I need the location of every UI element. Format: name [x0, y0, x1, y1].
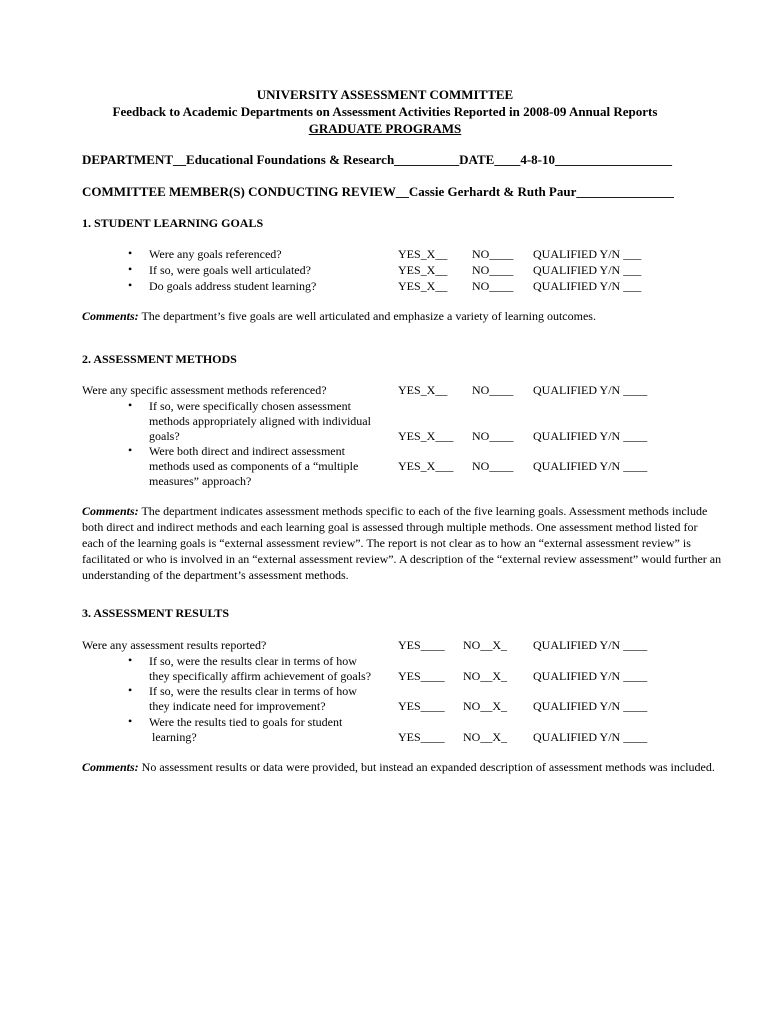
- s3-qual-1: QUALIFIED Y/N ____: [533, 638, 648, 652]
- header-subtitle: Feedback to Academic Departments on Assessment Activities Reported in 2008-09 Annual Reports: [112, 104, 658, 119]
- s3-yes-4: YES____: [398, 730, 445, 744]
- comments-text: The department indicates assessment methods specific to each of the five learning goals. Assessment methods include both direct and indirect methods and each learning goal is assessed through multiple methods. One assessment method listed for each of the learning goals is “external assessment review”. The report is not clear as to how an “external assessment review” is facilitated or who is involved in an “external assessment review”. A description of the “external review assessment” would further an understanding of the department’s assessment methods.: [82, 504, 722, 582]
- s3-qual-3: QUALIFIED Y/N ____: [533, 699, 648, 713]
- s3-bullet3-line2: learning?: [149, 730, 197, 744]
- bullet-icon: •: [128, 262, 133, 276]
- s1-qual-2: QUALIFIED Y/N ___: [533, 263, 642, 277]
- s2-no-3: NO____: [472, 459, 514, 473]
- section3-title: 3. ASSESSMENT RESULTS: [82, 606, 230, 620]
- s3-qual-4: QUALIFIED Y/N ____: [533, 730, 648, 744]
- s2-bullet1-line3: goals?: [149, 429, 180, 443]
- comments-label: Comments:: [82, 760, 139, 774]
- s3-yes-1: YES____: [398, 638, 445, 652]
- s1-no-2: NO____: [472, 263, 514, 277]
- s2-bullet1-line2: methods appropriately aligned with individual: [149, 414, 371, 428]
- committee-line: COMMITTEE MEMBER(S) CONDUCTING REVIEW__Cassie Gerhardt & Ruth Paur_______________: [82, 184, 674, 199]
- s3-bullet1-line2: they specifically affirm achievement of goals?: [149, 669, 372, 683]
- s2-no-1: NO____: [472, 383, 514, 397]
- section1-title: 1. STUDENT LEARNING GOALS: [82, 216, 264, 230]
- s3-no-4: NO__X_: [463, 730, 507, 744]
- s3-qual-2: QUALIFIED Y/N ____: [533, 669, 648, 683]
- s3-yes-2: YES____: [398, 669, 445, 683]
- s3-no-2: NO__X_: [463, 669, 507, 683]
- bullet-icon: •: [128, 246, 133, 260]
- s2-question-1: Were any specific assessment methods referenced?: [82, 383, 327, 397]
- section2-title: 2. ASSESSMENT METHODS: [82, 352, 237, 366]
- section2-comments: [82, 503, 722, 583]
- comments-text: No assessment results or data were provided, but instead an expanded description of assessment methods was included.: [138, 760, 715, 774]
- s2-bullet1-line1: If so, were specifically chosen assessment: [149, 399, 351, 413]
- s1-qual-1: QUALIFIED Y/N ___: [533, 247, 642, 261]
- s3-yes-3: YES____: [398, 699, 445, 713]
- s1-qual-3: QUALIFIED Y/N ___: [533, 279, 642, 293]
- s3-no-1: NO__X_: [463, 638, 507, 652]
- s3-no-3: NO__X_: [463, 699, 507, 713]
- bullet-icon: •: [128, 443, 133, 457]
- s1-question-2: If so, were goals well articulated?: [149, 263, 311, 277]
- section1-comments: [82, 308, 722, 324]
- bullet-icon: •: [128, 398, 133, 412]
- s1-question-3: Do goals address student learning?: [149, 279, 317, 293]
- s1-yes-2: YES_X__: [398, 263, 448, 277]
- s3-bullet3-line1: Were the results tied to goals for student: [149, 715, 343, 729]
- s1-yes-1: YES_X__: [398, 247, 448, 261]
- section3-comments: [82, 759, 722, 775]
- s2-no-2: NO____: [472, 429, 514, 443]
- s2-qual-1: QUALIFIED Y/N ____: [533, 383, 648, 397]
- s3-bullet1-line1: If so, were the results clear in terms of how: [149, 654, 357, 668]
- s2-yes-2: YES_X___: [398, 429, 454, 443]
- s2-bullet2-line1: Were both direct and indirect assessment: [149, 444, 345, 458]
- s2-qual-3: QUALIFIED Y/N ____: [533, 459, 648, 473]
- s1-yes-3: YES_X__: [398, 279, 448, 293]
- s2-yes-1: YES_X__: [398, 383, 448, 397]
- s2-bullet2-line2: methods used as components of a “multiple: [149, 459, 359, 473]
- s3-bullet2-line2: they indicate need for improvement?: [149, 699, 326, 713]
- bullet-icon: •: [128, 683, 133, 697]
- s1-no-3: NO____: [472, 279, 514, 293]
- comments-label: Comments:: [82, 504, 139, 518]
- s1-no-1: NO____: [472, 247, 514, 261]
- header-title: UNIVERSITY ASSESSMENT COMMITTEE: [256, 87, 514, 102]
- bullet-icon: •: [128, 278, 133, 292]
- s3-bullet2-line1: If so, were the results clear in terms of how: [149, 684, 357, 698]
- s1-question-1: Were any goals referenced?: [149, 247, 282, 261]
- bullet-icon: •: [128, 714, 133, 728]
- header-program: GRADUATE PROGRAMS: [308, 121, 462, 136]
- s2-qual-2: QUALIFIED Y/N ____: [533, 429, 648, 443]
- comments-text: The department’s five goals are well articulated and emphasize a variety of learning outcomes.: [138, 309, 596, 323]
- department-line: DEPARTMENT__Educational Foundations & Research__________DATE____4-8-10__________________: [82, 152, 672, 167]
- s2-bullet2-line3: measures” approach?: [149, 474, 252, 488]
- comments-label: Comments:: [82, 309, 139, 323]
- bullet-icon: •: [128, 653, 133, 667]
- s3-question-1: Were any assessment results reported?: [82, 638, 267, 652]
- s2-yes-3: YES_X___: [398, 459, 454, 473]
